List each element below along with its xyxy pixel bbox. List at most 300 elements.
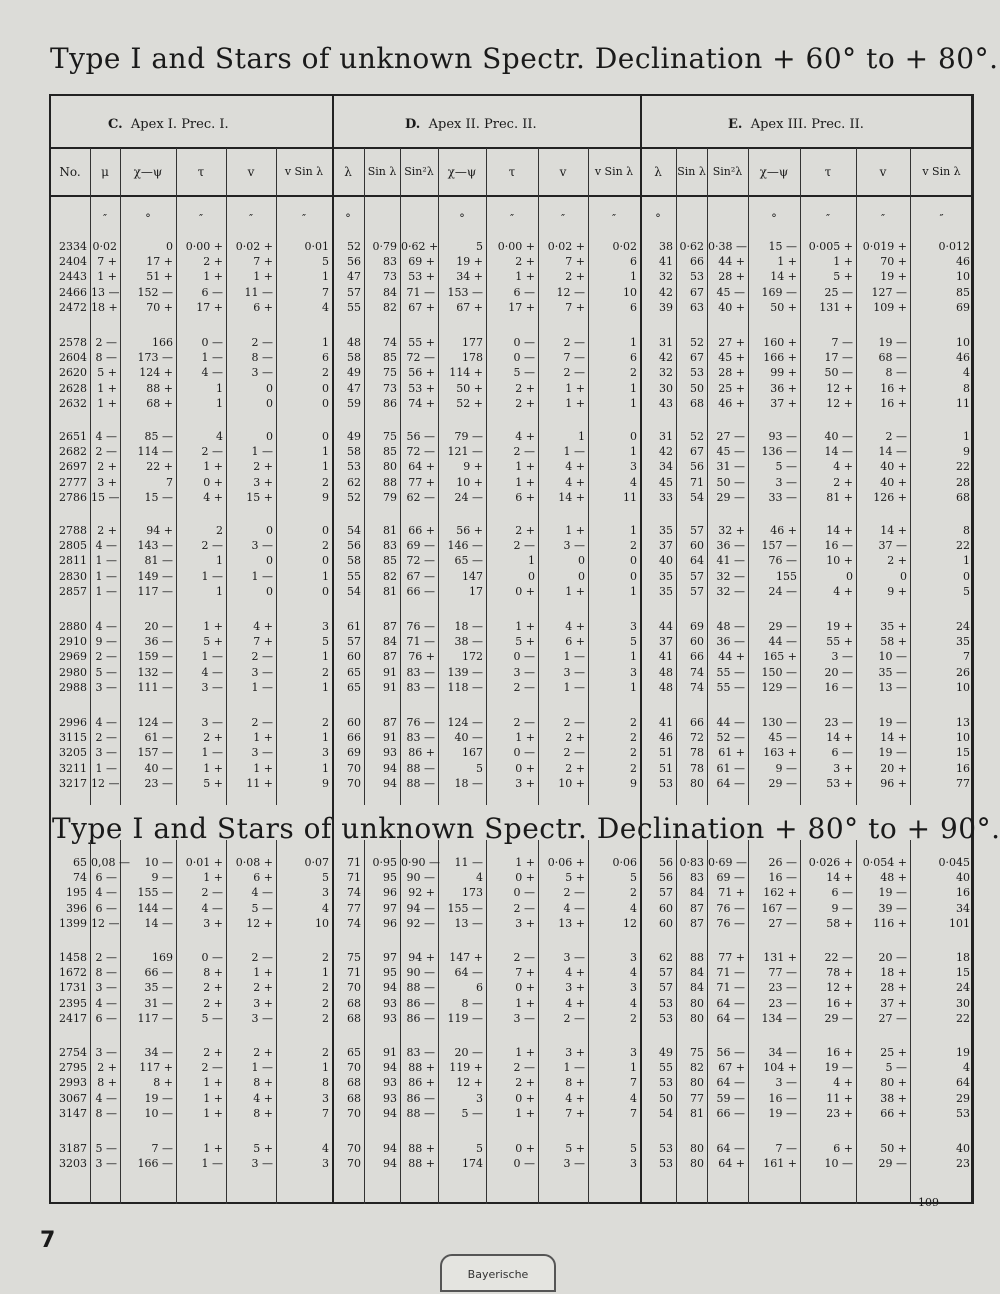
table-cell: 119 — xyxy=(447,1011,483,1025)
table-cell: 95 xyxy=(383,871,397,885)
table-cell: 1 + xyxy=(253,966,273,980)
table-cell: 64 xyxy=(956,1076,970,1090)
table-cell: 118 — xyxy=(447,680,483,694)
table-cell: 0 xyxy=(266,524,273,537)
table-cell: 1 + xyxy=(565,584,585,598)
table-cell: 144 — xyxy=(137,901,173,915)
table-cell: 2 xyxy=(322,1011,329,1025)
table-cell: 3 + xyxy=(253,996,273,1010)
table-cell: 119 + xyxy=(449,1061,483,1075)
table-cell: 45 xyxy=(659,475,673,489)
table-cell: 1 — xyxy=(201,351,223,365)
table-cell: 67 + xyxy=(408,300,435,314)
table-cell: 57 xyxy=(347,285,361,299)
table-cell: 29 — xyxy=(824,1011,853,1025)
table-cell: 15 — xyxy=(768,240,797,253)
table-cell: 40 + xyxy=(880,475,907,489)
table-cell: 70 xyxy=(347,1061,361,1075)
table-cell: 51 + xyxy=(146,270,173,284)
table-cell: 31 — xyxy=(144,996,173,1010)
table-cell: 3 xyxy=(630,951,637,964)
column-header: τ xyxy=(508,165,516,179)
table-cell: 2 + xyxy=(97,460,117,474)
table-cell: 58 xyxy=(347,351,361,365)
table-cell: 3 — xyxy=(251,746,273,760)
table-cell: 2 — xyxy=(513,716,535,729)
table-cell: 2 — xyxy=(95,731,117,745)
table-cell: 26 xyxy=(956,665,970,679)
table-cell: 1 + xyxy=(97,396,117,410)
table-cell: 49 xyxy=(347,430,361,443)
table-cell: 13 — xyxy=(454,916,483,930)
table-cell: 5 — xyxy=(513,366,535,380)
table-cell: 2 — xyxy=(563,886,585,900)
table-cell: 2 xyxy=(322,1046,329,1059)
table-cell: 75 xyxy=(383,366,397,380)
table-cell: 3 + xyxy=(515,776,535,790)
table-cell: 1 xyxy=(630,270,637,284)
table-cell: 2 — xyxy=(513,1061,535,1075)
table-cell: 70 xyxy=(347,1106,361,1120)
star-number-cell: 2880 xyxy=(59,620,87,633)
table-cell: 3 + xyxy=(833,761,853,775)
star-number-cell: 3211 xyxy=(59,761,87,775)
table-cell: 14 + xyxy=(826,731,853,745)
table-cell: 68 xyxy=(347,1076,361,1090)
star-number-cell: 2472 xyxy=(59,300,87,314)
table-cell: 0·83 xyxy=(679,856,704,869)
table-cell: 4 + xyxy=(565,966,585,980)
table-cell: 0 xyxy=(266,430,273,443)
column-unit: ″ xyxy=(939,212,944,225)
table-cell: 50 + xyxy=(880,1142,907,1155)
table-cell: 74 xyxy=(690,665,704,679)
table-cell: 38 — xyxy=(454,635,483,649)
table-cell: 4 + xyxy=(565,460,585,474)
table-cell: 57 xyxy=(347,635,361,649)
table-cell: 0·95 xyxy=(372,856,397,869)
table-cell: 45 — xyxy=(716,445,745,459)
table-cell: 17 + xyxy=(508,300,535,314)
table-cell: 66 xyxy=(690,650,704,664)
table-cell: 8 + xyxy=(253,1106,273,1120)
table-cell: 53 xyxy=(659,1011,673,1025)
table-cell: 80 xyxy=(690,776,704,790)
table-cell: 48 xyxy=(659,665,673,679)
table-cell: 0 — xyxy=(513,1157,535,1171)
table-cell: 6 xyxy=(322,351,329,365)
table-cell: 1 + xyxy=(253,731,273,745)
table-cell: 28 + xyxy=(718,366,745,380)
table-cell: 12 + xyxy=(826,981,853,995)
star-number-cell: 2466 xyxy=(59,285,87,299)
table-cell: 0·62 + xyxy=(401,240,439,253)
table-cell: 69 xyxy=(690,620,704,633)
table-cell: 10 xyxy=(956,680,970,694)
table-cell: 124 — xyxy=(447,716,483,729)
table-cell: 0·07 xyxy=(304,856,329,869)
table-cell: 55 xyxy=(347,300,361,314)
table-cell: 77 + xyxy=(718,951,745,964)
table-cell: 8 — xyxy=(885,366,907,380)
table-cell: 1 — xyxy=(563,650,585,664)
table-cell: 44 + xyxy=(718,650,745,664)
library-stamp: Bayerische xyxy=(440,1254,556,1292)
table-cell: 99 + xyxy=(770,366,797,380)
table-cell: 24 xyxy=(956,620,970,633)
table-cell: 18 + xyxy=(880,966,907,980)
table-cell: 55 xyxy=(659,1061,673,1075)
table-cell: 67 — xyxy=(406,569,435,583)
table-cell: 57 xyxy=(690,584,704,598)
table-cell: 86 + xyxy=(408,746,435,760)
table-cell: 0·38 — xyxy=(708,240,747,253)
table-cell: 60 xyxy=(690,635,704,649)
table-cell: 1 + xyxy=(203,1076,223,1090)
table-cell: 7 xyxy=(322,285,329,299)
table-cell: 30 xyxy=(956,996,970,1010)
table-cell: 1 + xyxy=(515,475,535,489)
table-cell: 3 — xyxy=(95,1157,117,1171)
table-cell: 1 + xyxy=(565,396,585,410)
title-1: Type I and Stars of unknown Spectr. Declination + 60° to + 80°. xyxy=(50,42,999,75)
table-cell: 32 + xyxy=(718,524,745,537)
table-cell: 70 + xyxy=(146,300,173,314)
table-cell: 3 + xyxy=(97,475,117,489)
table-cell: 2 — xyxy=(95,951,117,964)
table-cell: 3 + xyxy=(565,981,585,995)
table-cell: 2 xyxy=(630,731,637,745)
table-cell: 83 xyxy=(383,255,397,269)
table-cell: 57 xyxy=(690,569,704,583)
table-cell: 82 xyxy=(383,569,397,583)
table-cell: 0 — xyxy=(513,351,535,365)
star-number-cell: 2857 xyxy=(59,584,87,598)
table-cell: 0 — xyxy=(513,746,535,760)
table-cell: 0 xyxy=(900,569,907,583)
table-cell: 13 + xyxy=(558,916,585,930)
table-cell: 6 xyxy=(630,351,637,365)
table-cell: 14 + xyxy=(826,871,853,885)
table-cell: 94 xyxy=(383,1142,397,1155)
table-cell: 73 xyxy=(383,270,397,284)
table-cell: 22 xyxy=(956,539,970,553)
table-cell: 52 + xyxy=(456,396,483,410)
table-cell: 1 — xyxy=(563,680,585,694)
table-cell: 78 xyxy=(690,761,704,775)
table-cell: 4 xyxy=(322,901,329,915)
table-cell: 0 xyxy=(630,554,637,568)
table-cell: 3 — xyxy=(563,539,585,553)
table-cell: 69 — xyxy=(716,871,745,885)
table-cell: 72 — xyxy=(406,445,435,459)
column-unit: ″ xyxy=(560,212,566,225)
table-cell: 2 — xyxy=(513,901,535,915)
table-cell: 0 xyxy=(578,554,585,568)
table-cell: 74 + xyxy=(408,396,435,410)
table-cell: 10 — xyxy=(878,650,907,664)
table-cell: 20 + xyxy=(880,761,907,775)
star-number-cell: 3115 xyxy=(59,731,87,745)
table-cell: 88 xyxy=(690,951,704,964)
table-cell: 1 + xyxy=(833,255,853,269)
table-cell: 7 xyxy=(963,650,970,664)
table-cell: 6 + xyxy=(565,635,585,649)
star-number-cell: 2786 xyxy=(59,490,87,504)
table-cell: 1 + xyxy=(203,871,223,885)
star-number-cell: 2417 xyxy=(59,1011,87,1025)
table-cell: 1 + xyxy=(777,255,797,269)
star-number-cell: 2980 xyxy=(59,665,87,679)
table-cell: 7 + xyxy=(97,255,117,269)
table-cell: 39 — xyxy=(878,901,907,915)
table-cell: 101 xyxy=(949,916,970,930)
table-cell: 75 xyxy=(383,430,397,443)
table-cell: 0 + xyxy=(203,475,223,489)
table-cell: 155 — xyxy=(447,901,483,915)
table-cell: 87 xyxy=(383,620,397,633)
star-number-cell: 3203 xyxy=(59,1157,87,1171)
table-cell: 53 xyxy=(690,270,704,284)
table-cell: 3 xyxy=(630,981,637,995)
table-cell: 5 — xyxy=(461,1106,483,1120)
table-cell: 53 xyxy=(659,1076,673,1090)
table-cell: 0·045 xyxy=(938,856,970,869)
table-cell: 0 xyxy=(846,569,853,583)
table-cell: 1 — xyxy=(95,569,117,583)
table-cell: 7 xyxy=(630,1106,637,1120)
table-cell: 111 — xyxy=(137,680,173,694)
table-cell: 40 + xyxy=(880,460,907,474)
table-cell: 2 xyxy=(630,746,637,760)
table-cell: 67 + xyxy=(456,300,483,314)
table-cell: 52 xyxy=(347,490,361,504)
table-cell: 71 xyxy=(347,966,361,980)
table-cell: 4 + xyxy=(253,1091,273,1105)
star-number-cell: 74 xyxy=(73,871,87,885)
table-cell: 7 xyxy=(166,475,173,489)
table-cell: 35 + xyxy=(880,620,907,633)
table-cell: 167 xyxy=(462,746,483,760)
table-cell: 6 xyxy=(630,255,637,269)
table-cell: 51 xyxy=(659,761,673,775)
table-cell: 0·01 + xyxy=(185,856,223,869)
table-cell: 2 + xyxy=(565,270,585,284)
table-cell: 157 — xyxy=(761,539,797,553)
table-cell: 147 + xyxy=(449,951,483,964)
table-cell: 0 — xyxy=(513,886,535,900)
table-cell: 68 — xyxy=(878,351,907,365)
table-cell: 64 — xyxy=(716,1142,745,1155)
table-cell: 8 + xyxy=(97,1076,117,1090)
table-cell: 64 — xyxy=(716,996,745,1010)
table-cell: 1 + xyxy=(515,1106,535,1120)
column-unit: ° xyxy=(145,212,151,225)
table-cell: 71 — xyxy=(406,285,435,299)
table-cell: 29 — xyxy=(768,776,797,790)
table-cell: 6 — xyxy=(201,285,223,299)
table-cell: 16 + xyxy=(826,1046,853,1059)
table-cell: 40 — xyxy=(454,731,483,745)
column-unit: ″ xyxy=(301,212,307,225)
table-cell: 8 — xyxy=(461,996,483,1010)
column-header: v xyxy=(879,165,887,179)
table-cell: 64 xyxy=(690,554,704,568)
table-cell: 12 + xyxy=(246,916,273,930)
table-cell: 64 — xyxy=(454,966,483,980)
table-cell: 42 xyxy=(659,445,673,459)
table-cell: 3 + xyxy=(253,475,273,489)
table-cell: 8 — xyxy=(95,1106,117,1120)
table-cell: 86 — xyxy=(406,1091,435,1105)
table-cell: 12 — xyxy=(91,776,120,790)
table-cell: 61 — xyxy=(144,731,173,745)
table-cell: 166 + xyxy=(763,351,797,365)
table-cell: 14 + xyxy=(880,524,907,537)
table-cell: 117 — xyxy=(137,584,173,598)
star-number-cell: 2910 xyxy=(59,635,87,649)
table-cell: 2 — xyxy=(201,539,223,553)
star-number-cell: 2395 xyxy=(59,996,87,1010)
table-cell: 2 + xyxy=(203,731,223,745)
table-cell: 40 + xyxy=(718,300,745,314)
table-cell: 1 xyxy=(322,761,329,775)
table-cell: 162 + xyxy=(763,886,797,900)
table-cell: 10 xyxy=(315,916,329,930)
table-cell: 51 xyxy=(659,746,673,760)
table-cell: 83 xyxy=(383,539,397,553)
table-cell: 14 + xyxy=(826,524,853,537)
table-cell: 2 + xyxy=(833,475,853,489)
table-cell: 1 xyxy=(963,554,970,568)
table-cell: 139 — xyxy=(447,665,483,679)
table-cell: 3 — xyxy=(251,665,273,679)
star-number-cell: 2628 xyxy=(59,381,87,395)
table-cell: 80 xyxy=(690,996,704,1010)
table-cell: 23 — xyxy=(768,996,797,1010)
table-cell: 4 — xyxy=(251,886,273,900)
table-cell: 0 + xyxy=(515,871,535,885)
table-cell: 2 — xyxy=(201,886,223,900)
table-cell: 7 — xyxy=(831,336,853,349)
table-cell: 50 xyxy=(659,1091,673,1105)
column-unit: ″ xyxy=(198,212,204,225)
table-cell: 4 + xyxy=(253,620,273,633)
table-cell: 87 xyxy=(383,716,397,729)
table-cell: 46 + xyxy=(718,396,745,410)
table-cell: 54 xyxy=(690,490,704,504)
table-cell: 109 + xyxy=(873,300,907,314)
column-header: Sin²λ xyxy=(404,165,434,178)
table-cell: 2 — xyxy=(513,539,535,553)
table-cell: 9 xyxy=(630,776,637,790)
star-number-cell: 2811 xyxy=(59,554,87,568)
table-cell: 53 xyxy=(659,1142,673,1155)
table-cell: 149 — xyxy=(137,569,173,583)
table-cell: 2 + xyxy=(253,981,273,995)
table-cell: 85 xyxy=(383,554,397,568)
table-cell: 52 xyxy=(347,240,361,253)
table-cell: 7 xyxy=(630,1076,637,1090)
table-cell: 134 — xyxy=(761,1011,797,1025)
table-cell: 83 xyxy=(690,871,704,885)
table-cell: 8 xyxy=(963,524,970,537)
table-cell: 3 xyxy=(630,620,637,633)
table-cell: 54 xyxy=(347,584,361,598)
table-cell: 150 — xyxy=(761,665,797,679)
table-cell: 13 — xyxy=(878,680,907,694)
table-cell: 57 xyxy=(659,886,673,900)
table-cell: 23 — xyxy=(144,776,173,790)
table-cell: 8 — xyxy=(95,351,117,365)
table-cell: 53 xyxy=(347,460,361,474)
table-cell: 16 + xyxy=(826,996,853,1010)
table-cell: 12 — xyxy=(556,285,585,299)
table-cell: 68 xyxy=(347,996,361,1010)
column-unit: ″ xyxy=(611,212,617,225)
table-cell: 12 — xyxy=(91,916,120,930)
table-cell: 2 — xyxy=(95,445,117,459)
column-header: v xyxy=(247,165,255,179)
table-cell: 127 — xyxy=(871,285,907,299)
table-cell: 50 xyxy=(690,381,704,395)
table-cell: 0 — xyxy=(513,336,535,349)
table-cell: 1 + xyxy=(515,460,535,474)
table-cell: 4 — xyxy=(95,886,117,900)
table-cell: 37 xyxy=(659,539,673,553)
table-cell: 57 xyxy=(690,524,704,537)
table-cell: 5 + xyxy=(565,1142,585,1155)
table-cell: 2 + xyxy=(887,554,907,568)
table-cell: 49 xyxy=(659,1046,673,1059)
table-cell: 83 — xyxy=(406,665,435,679)
table-cell: 0·02 xyxy=(612,240,637,253)
table-cell: 38 + xyxy=(880,1091,907,1105)
table-cell: 77 + xyxy=(408,475,435,489)
table-cell: 25 + xyxy=(718,381,745,395)
table-cell: 40 — xyxy=(144,761,173,775)
table-cell: 41 — xyxy=(716,554,745,568)
table-cell: 160 + xyxy=(763,336,797,349)
table-cell: 55 + xyxy=(826,635,853,649)
table-cell: 18 — xyxy=(454,620,483,633)
table-cell: 174 xyxy=(462,1157,483,1171)
table-cell: 86 — xyxy=(406,1011,435,1025)
table-cell: 81 xyxy=(690,1106,704,1120)
table-cell: 76 — xyxy=(768,554,797,568)
table-cell: 1 + xyxy=(97,270,117,284)
table-cell: 2 xyxy=(322,665,329,679)
table-cell: 6 xyxy=(476,981,483,995)
table-cell: 8 — xyxy=(95,966,117,980)
group-letter: D. xyxy=(405,117,421,132)
table-cell: 3 — xyxy=(95,680,117,694)
table-cell: 94 xyxy=(383,1157,397,1171)
table-cell: 6 xyxy=(630,300,637,314)
table-cell: 33 xyxy=(659,490,673,504)
table-cell: 71 — xyxy=(406,635,435,649)
table-cell: 14 + xyxy=(558,490,585,504)
table-cell: 61 xyxy=(347,620,361,633)
table-cell: 4 + xyxy=(565,620,585,633)
table-cell: 60 xyxy=(347,650,361,664)
table-cell: 2 xyxy=(322,366,329,380)
table-cell: 23 — xyxy=(768,981,797,995)
table-cell: 92 + xyxy=(408,886,435,900)
table-cell: 10 + xyxy=(456,475,483,489)
table-cell: 66 xyxy=(690,255,704,269)
table-cell: 28 + xyxy=(718,270,745,284)
